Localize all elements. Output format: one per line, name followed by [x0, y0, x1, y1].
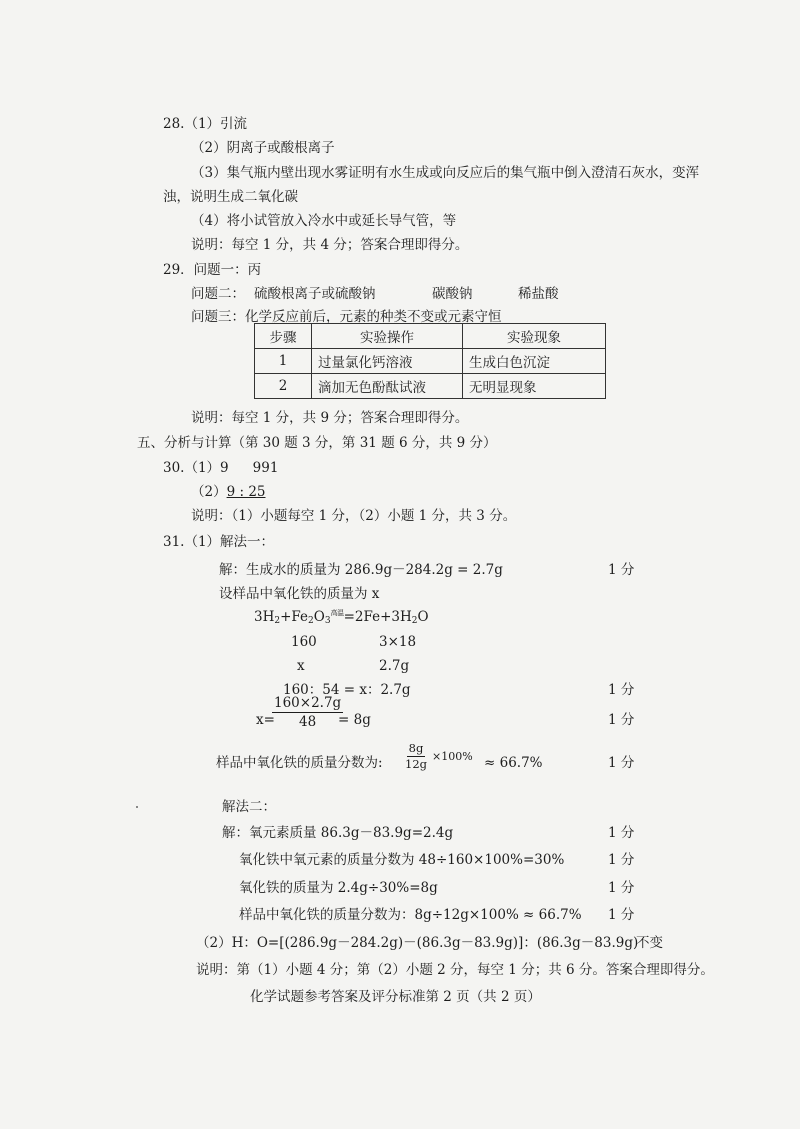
table-cell-step: 1: [255, 349, 312, 374]
q28-answer-1: 28.（1）引流: [163, 116, 248, 132]
q29-problem-2-label: 问题二：: [191, 286, 245, 302]
table-cell-step: 2: [255, 374, 312, 399]
q31-m1-point-3: 1 分: [608, 712, 635, 728]
q31-m1-x-result: = 8g: [338, 712, 371, 728]
table-header-row: [255, 324, 606, 349]
fraction-denominator: 12g: [405, 757, 427, 771]
table-cell-phenomenon: 无明显现象: [463, 374, 606, 399]
section-5-heading: 五、分析与计算（第 30 题 3 分，第 31 题 6 分，共 9 分）: [137, 435, 497, 451]
q29-problem-3: 问题三：化学反应前后，元素的种类不变或元素守恒: [191, 309, 502, 325]
q31-method-1-title: 31.（1）解法一：: [163, 534, 275, 550]
q31-m1-line-1: 解：生成水的质量为 286.9g－284.2g = 2.7g: [219, 562, 503, 578]
q28-answer-3-line2: 浊，说明生成二氧化碳: [163, 189, 298, 205]
q30-answer-2-prefix: （2）: [191, 484, 227, 500]
q28-answer-4: （4）将小试管放入冷水中或延长导气管，等: [191, 213, 457, 229]
q31-m1-unknown-a: x: [297, 658, 305, 674]
q28-answer-3-line1: （3）集气瓶内壁出现水雾证明有水生成或向反应后的集气瓶中倒入澄清石灰水，变浑: [191, 165, 700, 181]
scan-speck: [136, 806, 138, 808]
q31-m2-line-1: 解：氧元素质量 86.3g－83.9g=2.4g: [222, 825, 454, 841]
q29-note: 说明：每空 1 分，共 9 分；答案合理即得分。: [191, 410, 469, 426]
q31-m1-percent-mid: ×100%: [432, 750, 473, 763]
q31-m2-point-3: 1 分: [608, 880, 635, 896]
table-header-phenomenon: 实验现象: [463, 324, 606, 349]
q30-answer-1-value: 991: [252, 460, 279, 476]
fraction-denominator: 48: [299, 714, 317, 730]
q31-m1-fraction-label: 样品中氧化铁的质量分数为:: [216, 755, 383, 771]
fraction-numerator: 160×2.7g: [274, 695, 342, 711]
q31-m1-ratio-b: 3×18: [379, 634, 417, 650]
q31-m1-point-1: 1 分: [608, 562, 635, 578]
q31-m2-point-4: 1 分: [608, 907, 635, 923]
q31-m1-proportion: 160：54 = x：2.7g: [283, 682, 411, 698]
q30-note: 说明：（1）小题每空 1 分，（2）小题 1 分，共 3 分。: [191, 508, 517, 524]
q30-answer-2-value: 9 : 25: [226, 484, 266, 500]
q31-m1-ratio-a: 160: [291, 634, 317, 650]
q31-m1-x-fraction: [272, 695, 343, 730]
fraction-numerator: 8g: [408, 741, 424, 755]
q31-m1-point-4: 1 分: [608, 755, 635, 771]
q28-note: 说明：每空 1 分，共 4 分；答案合理即得分。: [191, 237, 469, 253]
q31-m2-line-4: 样品中氧化铁的质量分数为：8g÷12g×100% ≈ 66.7%: [239, 907, 582, 923]
q29-problem-2-answer-b: 碳酸钠: [432, 286, 473, 302]
q30-answer-1-prefix: 30.（1）9: [163, 460, 229, 476]
table-row: [255, 349, 606, 374]
q31-m1-percent-fraction: [405, 742, 427, 771]
table-cell-phenomenon: 生成白色沉淀: [463, 349, 606, 374]
page-footer: 化学试题参考答案及评分标准第 2 页（共 2 页）: [250, 989, 541, 1005]
q28-answer-2: （2）阴离子或酸根离子: [191, 140, 335, 156]
table-header-operation: 实验操作: [312, 324, 463, 349]
q30-answer-2: [191, 483, 266, 501]
q31-method-2-title: 解法二：: [222, 799, 276, 815]
q31-m1-x-prefix: x=: [256, 712, 275, 728]
q29-problem-1: 29．问题一：丙: [163, 262, 262, 278]
q31-m2-point-2: 1 分: [608, 852, 635, 868]
table-row: [255, 374, 606, 399]
q31-m1-point-2: 1 分: [608, 682, 635, 698]
table-cell-operation: 过量氯化钙溶液: [312, 349, 463, 374]
experiment-table: [254, 323, 606, 399]
chemical-equation: $3H_2+Fe_2O_3^{高温}=2Fe+3H_2O$: [254, 609, 429, 626]
reaction-condition: 高温: [330, 609, 344, 617]
q31-m2-line-3: 氧化铁的质量为 2.4g÷30%=8g: [239, 880, 438, 896]
q31-m1-unknown-b: 2.7g: [379, 658, 410, 674]
q31-answer-2-tail: 不变: [636, 935, 663, 951]
q31-note: 说明：第（1）小题 4 分；第（2）小题 2 分，每空 1 分；共 6 分。答案合理即得分。: [196, 962, 714, 978]
q31-m2-point-1: 1 分: [608, 825, 635, 841]
table-cell-operation: 滴加无色酚酞试液: [312, 374, 463, 399]
q29-problem-2-answer-a: 硫酸根离子或硫酸钠: [254, 286, 376, 302]
table-header-step: 步骤: [255, 324, 312, 349]
q29-problem-2-answer-c: 稀盐酸: [518, 286, 559, 302]
q30-answer-1: [163, 459, 278, 477]
q31-m2-line-2: 氧化铁中氧元素的质量分数为 48÷160×100%=30%: [239, 852, 565, 868]
q31-answer-2: （2）H：O=[(286.9g－284.2g)－(86.3g－83.9g)]：(86.3g－83.9g): [196, 935, 639, 951]
q31-m1-line-2: 设样品中氧化铁的质量为 x: [219, 586, 380, 602]
q31-m1-percent-result: ≈ 66.7%: [484, 755, 543, 771]
